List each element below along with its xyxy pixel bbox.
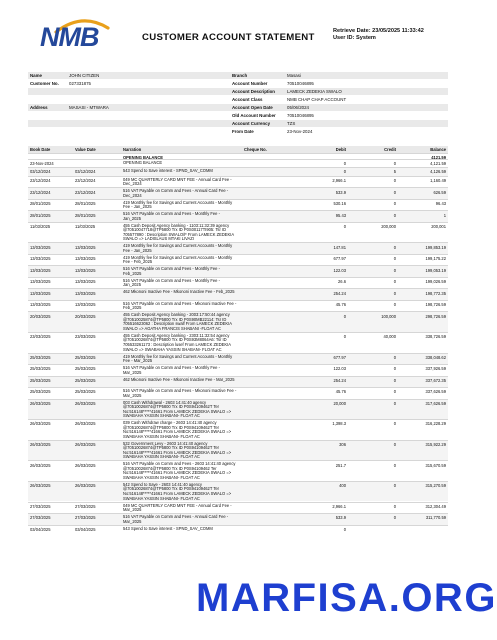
account-number-value: 70510046895 bbox=[287, 81, 314, 86]
user-id: User ID: System bbox=[333, 35, 376, 41]
value-date-cell: 03/04/2025 bbox=[75, 526, 96, 532]
balance-cell: 200,001 bbox=[431, 224, 446, 230]
debit-cell: 254.24 bbox=[333, 377, 346, 383]
debit-cell: 0 bbox=[343, 334, 346, 340]
book-date-cell: 13/03/2025 bbox=[30, 302, 51, 308]
credit-cell: 5 bbox=[393, 169, 396, 175]
debit-cell: 0 bbox=[343, 169, 346, 175]
narration-cell: 516 VAT Payable on Comm and Fees - Annual Card Fee - Dec_2024 bbox=[123, 188, 229, 198]
account-number-label: Account Number bbox=[232, 81, 268, 86]
balance-cell: 4,121.59 bbox=[430, 160, 446, 166]
debit-cell: 533.9 bbox=[335, 189, 346, 195]
balance-cell: 198,726.59 bbox=[425, 302, 446, 308]
table-row bbox=[28, 364, 448, 376]
debit-cell: 95.43 bbox=[335, 212, 346, 218]
balance-cell: 1,160.49 bbox=[430, 178, 446, 184]
table-row bbox=[28, 525, 448, 534]
table-row bbox=[28, 399, 448, 420]
credit-cell: 0 bbox=[393, 244, 396, 250]
table-row bbox=[28, 265, 448, 277]
info-row bbox=[28, 112, 448, 119]
table-row bbox=[28, 167, 448, 176]
credit-cell: 0 bbox=[393, 279, 396, 285]
narration-cell: 516 VAT Payable on Comm and Fees - Mkononi Inactive Fee - Mar_2025 bbox=[123, 388, 237, 398]
book-date-cell: 27/03/2025 bbox=[30, 515, 51, 521]
account-class-label: Account Class bbox=[232, 97, 263, 102]
book-date-cell: 20/03/2025 bbox=[30, 313, 51, 319]
narration-cell: 516 VAT Payable on Comm and Fees - Mkononi Inactive Fee - Feb_2025 bbox=[123, 300, 237, 311]
book-date-cell: 13/03/2025 bbox=[30, 244, 51, 250]
book-date-cell: 26/03/2025 bbox=[30, 421, 51, 427]
value-date-cell: 03/12/2024 bbox=[75, 169, 96, 175]
table-row bbox=[28, 242, 448, 254]
value-date-cell: 23/12/2024 bbox=[75, 189, 96, 195]
debit-cell: 677.97 bbox=[333, 354, 346, 360]
narration-cell: 455 Cash Deposit Agency banking - 2003:17:50:44 agency @70510025874@TP5800 Trx ID P0S90MB22114: Tsr ID 705516623062 : Description swalf From LAMECK ZEDEKIA SWALO => AGATHA FRANCIS SHABANI -FLOAT AC bbox=[123, 312, 232, 331]
table-row bbox=[28, 481, 448, 502]
book-date-cell: 28/01/2025 bbox=[30, 212, 51, 218]
narration-cell: 455 Cash Deposit Agency banking - 1103:11:32:39 agency @70510047718@TP5800 Trx ID P0S00117TI905: Tsr ID 705577890 : Description SWALO/F From LAMECK ZEDEKIA SWALO => LADISLAUS MTAKI LIVAZI bbox=[123, 222, 234, 242]
balance-cell: 96.43 bbox=[435, 201, 446, 207]
balance-cell: 337,926.59 bbox=[425, 366, 446, 372]
statement-header bbox=[0, 0, 461, 74]
retrieval-meta bbox=[333, 28, 424, 42]
header-credit: Credit bbox=[384, 147, 396, 153]
debit-cell: 45.76 bbox=[335, 302, 346, 308]
credit-cell: 0 bbox=[393, 377, 396, 383]
table-row bbox=[28, 210, 448, 222]
table-row bbox=[28, 222, 448, 243]
narration-cell: 516 VAT Payable on Comm and Fees - 2603 14:41:40 agency @70510026874@TP5800 Trx ID P0S94109462 Ter No:516148*****41661 From LAMECK ZEDEKIA SWALO => SWABAHA YASSIN SHABANI- FLOAT AC bbox=[123, 461, 236, 480]
credit-cell: 0 bbox=[393, 201, 396, 207]
narration-cell: 516 VAT Payable on Comm and Fees - Monthly Fee - Feb_2025 bbox=[123, 266, 220, 276]
book-date-cell: 13/03/2025 bbox=[30, 267, 51, 273]
narration-cell: 516 VAT Payable on Comm and Fees - Monthly Fee - Jan_2025 bbox=[123, 277, 220, 288]
debit-cell: 20,000 bbox=[333, 400, 346, 406]
account-open-date-label: Account Open Date bbox=[232, 105, 273, 110]
narration-cell: 049 MC QUARTERLY CARD MNT FEE - Annual Card Fee - Mar_2025 bbox=[123, 502, 232, 513]
credit-cell: 0 bbox=[393, 178, 396, 184]
balance-cell: 199,026.59 bbox=[425, 279, 446, 285]
header-value-date: Value Date bbox=[75, 147, 96, 153]
credit-cell: 0 bbox=[393, 354, 396, 360]
header-book-date: Book Date bbox=[30, 147, 51, 153]
credit-cell: 0 bbox=[393, 462, 396, 468]
debit-cell: 400 bbox=[339, 483, 346, 489]
narration-cell: 419 Monthly fee for Savings and Current Accounts - Monthly Fee - Feb_2025 bbox=[123, 254, 233, 265]
header-narration: Narration bbox=[123, 147, 142, 153]
book-date-cell: 11/03/2025 bbox=[30, 224, 51, 230]
balance-cell: 1 bbox=[443, 212, 446, 218]
value-date-cell: 13/03/2025 bbox=[75, 267, 96, 273]
value-date-cell: 13/03/2025 bbox=[75, 244, 96, 250]
table-row bbox=[28, 332, 448, 353]
credit-cell: 0 bbox=[393, 256, 396, 262]
info-row bbox=[28, 104, 448, 111]
narration-cell: 419 Monthly fee for Savings and Current Accounts - Monthly Fee - Mar_2025 bbox=[123, 353, 233, 364]
value-date-cell: 26/03/2025 bbox=[75, 442, 96, 448]
credit-cell: 0 bbox=[393, 366, 396, 372]
table-row bbox=[28, 311, 448, 332]
narration-cell: 516 VAT Payable on Comm and Fees - Monthly Fee - Mar_2025 bbox=[123, 365, 220, 375]
debit-cell: 530.16 bbox=[333, 201, 346, 207]
narration-cell: 462 Mkononi Inactive Fee - Mkononi Inactive Fee - Mar_2025 bbox=[123, 376, 235, 382]
nmb-logo bbox=[40, 18, 110, 60]
value-date-cell: 28/01/2025 bbox=[75, 212, 96, 218]
credit-cell: 0 bbox=[393, 267, 396, 273]
book-date-cell: 23/12/2024 bbox=[30, 189, 51, 195]
book-date-cell: 23/03/2025 bbox=[30, 334, 51, 340]
branch-label: Branch bbox=[232, 73, 248, 78]
value-date-cell: 27/03/2025 bbox=[75, 515, 96, 521]
credit-cell: 0 bbox=[393, 302, 396, 308]
table-row bbox=[28, 176, 448, 188]
value-date-cell: 11/03/2025 bbox=[75, 224, 96, 230]
address-value: MASASI - MTWARA bbox=[69, 105, 109, 110]
from-date-value: 23-Nov-2024 bbox=[287, 129, 313, 134]
old-account-number-label: Old Account Number bbox=[232, 113, 276, 118]
table-row bbox=[28, 387, 448, 399]
balance-cell: 199,053.19 bbox=[425, 267, 446, 273]
book-date-cell: 27/03/2025 bbox=[30, 503, 51, 509]
credit-cell: 0 bbox=[393, 515, 396, 521]
balance-cell: 337,626.59 bbox=[425, 389, 446, 395]
table-row bbox=[28, 254, 448, 266]
credit-cell: 0 bbox=[393, 483, 396, 489]
value-date-cell: 13/03/2025 bbox=[75, 279, 96, 285]
book-date-cell: 26/03/2025 bbox=[30, 400, 51, 406]
debit-cell: 0 bbox=[343, 224, 346, 230]
table-row bbox=[28, 187, 448, 199]
balance-cell: 315,670.59 bbox=[425, 462, 446, 468]
debit-cell: 0 bbox=[343, 160, 346, 166]
balance-cell: 4,126.59 bbox=[430, 169, 446, 175]
debit-cell: 122.03 bbox=[333, 267, 346, 273]
table-row bbox=[28, 513, 448, 525]
book-date-cell: 25/03/2025 bbox=[30, 366, 51, 372]
book-date-cell: 23-Nov-2024 bbox=[30, 160, 54, 166]
book-date-cell: 13/03/2025 bbox=[30, 256, 51, 262]
book-date-cell: 03/12/2024 bbox=[30, 169, 51, 175]
book-date-cell: 13/03/2025 bbox=[30, 290, 51, 296]
account-currency-value: TZS bbox=[287, 121, 296, 126]
info-row bbox=[28, 120, 448, 127]
table-row bbox=[28, 288, 448, 300]
narration-cell: 419 Monthly fee for Savings and Current Accounts - Monthly Fee - Jan_2025 bbox=[123, 199, 233, 210]
info-row bbox=[28, 88, 448, 95]
account-open-date-value: 05/06/2024 bbox=[287, 105, 309, 110]
book-date-cell: 26/03/2025 bbox=[30, 442, 51, 448]
header-debit: Debit bbox=[335, 147, 346, 153]
header-cheque-no: Cheque No. bbox=[244, 147, 267, 153]
narration-cell: 419 Monthly fee for Savings and Current Accounts - Monthly Fee - Jan_2025 bbox=[123, 243, 233, 253]
book-date-cell: 25/03/2025 bbox=[30, 389, 51, 395]
value-date-cell: 23/03/2025 bbox=[75, 334, 96, 340]
value-date-cell: 25/03/2025 bbox=[75, 354, 96, 360]
credit-cell: 0 bbox=[393, 400, 396, 406]
value-date-cell: 26/03/2025 bbox=[75, 400, 96, 406]
debit-cell: 306 bbox=[339, 442, 346, 448]
balance-cell: 338,726.59 bbox=[425, 334, 446, 340]
narration-cell: 455 Cash Deposit Agency banking - 2303:11:32:54 agency @70510026874@TP5800 Trx ID P0S93M8064A6: Tsr ID 705533261173 : Description lusef From LAMECK ZEDEKIA SWALO => SWABAHA YASSIN SHABANI- FLOAT AC bbox=[123, 332, 231, 352]
credit-cell: 0 bbox=[393, 421, 396, 427]
credit-cell: 0 bbox=[393, 389, 396, 395]
credit-cell: 0 bbox=[393, 503, 396, 509]
table-row bbox=[28, 502, 448, 514]
book-date-cell: 28/01/2025 bbox=[30, 201, 51, 207]
table-row bbox=[28, 300, 448, 312]
credit-cell: 0 bbox=[393, 442, 396, 448]
debit-cell: 0 bbox=[343, 313, 346, 319]
debit-cell: 533.9 bbox=[335, 515, 346, 521]
value-date-cell: 28/01/2025 bbox=[75, 201, 96, 207]
customer-no-value: 027331875 bbox=[69, 81, 91, 86]
credit-cell: 100,000 bbox=[381, 313, 396, 319]
debit-cell: 2,966.1 bbox=[332, 178, 346, 184]
old-account-number-value: 70510046895 bbox=[287, 113, 314, 118]
value-date-cell: 13/03/2025 bbox=[75, 302, 96, 308]
value-date-cell: 26/03/2025 bbox=[75, 421, 96, 427]
value-date-cell: 23/12/2024 bbox=[75, 178, 96, 184]
narration-cell: 532 Government Levy - 2603 14:41:40 agency @70510026874@TP5800 Trx ID P0S94109462T Ter No:516148*****41661 From LAMECK ZEDEKIA SWALO => SWABAHA YASSIN SHABANI- FLOAT AC bbox=[123, 440, 232, 460]
narration-cell: 543 Spend to Save interest - SPND_SAV_COMM bbox=[123, 525, 213, 531]
book-date-cell: 13/03/2025 bbox=[30, 279, 51, 285]
watermark: MARFISA.ORG bbox=[196, 576, 497, 620]
table-row bbox=[28, 159, 448, 168]
account-class-value: NMB CHAP CHAP ACCOUNT bbox=[287, 97, 347, 102]
narration-cell: 516 VAT Payable on Comm and Fees - Annual Card Fee - Mar_2025 bbox=[123, 514, 229, 524]
narration-cell: 039 Cash Withdraw charge - 2603 14:41:40 agency @70510026874@TP5800 Trx ID P0S94109462T Ter No:516148*****41661 From LAMECK ZEDEKIA SWALO => SWABAHA YASSIN SHABANI- FLOAT AC bbox=[123, 420, 232, 439]
table-row bbox=[28, 440, 448, 461]
debit-cell: 147.81 bbox=[333, 244, 346, 250]
narration-cell: 542 Spend to Save - 2603 14:41:40 agency @70510026874@TP5800 Trx ID P0S94109462T Ter No:516148*****41661 From LAMECK ZEDEKIA SWALO => SWABAHA YASSIN SHABANI- FLOAT AC bbox=[123, 481, 232, 501]
value-date-cell: 13/03/2025 bbox=[75, 290, 96, 296]
balance-cell: 312,304.49 bbox=[425, 503, 446, 509]
account-currency-label: Account Currency bbox=[232, 121, 271, 126]
debit-cell: 254.24 bbox=[333, 290, 346, 296]
table-header bbox=[28, 146, 448, 153]
retrieve-date: Retrieve Date: 23/05/2025 11:33:42 bbox=[333, 28, 424, 34]
debit-cell: 677.97 bbox=[333, 256, 346, 262]
value-date-cell: 26/03/2025 bbox=[75, 462, 96, 468]
value-date-cell: 20/03/2025 bbox=[75, 313, 96, 319]
table-row bbox=[28, 353, 448, 365]
table-row bbox=[28, 199, 448, 211]
debit-cell: 2,966.1 bbox=[332, 503, 346, 509]
info-row bbox=[28, 128, 448, 135]
balance-cell: 311,770.59 bbox=[425, 515, 446, 521]
debit-cell: 45.76 bbox=[335, 389, 346, 395]
book-date-cell: 25/03/2025 bbox=[30, 377, 51, 383]
from-date-label: From Date bbox=[232, 129, 254, 134]
debit-cell: 122.03 bbox=[333, 366, 346, 372]
balance-cell: 199,853.19 bbox=[425, 244, 446, 250]
name-label: Name bbox=[30, 73, 42, 78]
balance-cell: 198,772.35 bbox=[425, 290, 446, 296]
header-balance: Balance bbox=[430, 147, 446, 153]
value-date-cell: 25/03/2025 bbox=[75, 366, 96, 372]
opening-balance: 4121.59 bbox=[431, 155, 446, 161]
balance-cell: 199,175.22 bbox=[425, 256, 446, 262]
value-date-cell: 25/03/2025 bbox=[75, 377, 96, 383]
name-value: JOHN CITIZEN bbox=[69, 73, 100, 78]
narration-cell: 516 VAT Payable on Comm and Fees - Monthly Fee - Jan_2025 bbox=[123, 211, 220, 221]
balance-cell: 298,726.59 bbox=[425, 313, 446, 319]
statement-title: CUSTOMER ACCOUNT STATEMENT bbox=[142, 32, 315, 43]
logo-text: NMB bbox=[40, 22, 99, 52]
credit-cell: 0 bbox=[393, 212, 396, 218]
narration-cell: 462 Mkononi Inactive Fee - Mkononi Inactive Fee - Feb_2025 bbox=[123, 289, 235, 295]
book-date-cell: 03/04/2025 bbox=[30, 526, 51, 532]
value-date-cell: 25/03/2025 bbox=[75, 389, 96, 395]
balance-cell: 315,922.29 bbox=[425, 442, 446, 448]
credit-cell: 0 bbox=[393, 290, 396, 296]
opening-narration: OPENING BALANCE bbox=[123, 155, 164, 161]
table-row bbox=[28, 460, 448, 481]
book-date-cell: 23/12/2024 bbox=[30, 178, 51, 184]
table-row bbox=[28, 277, 448, 289]
book-date-cell: 26/03/2025 bbox=[30, 462, 51, 468]
value-date-cell: 27/03/2025 bbox=[75, 503, 96, 509]
address-label: Address bbox=[30, 105, 48, 110]
branch-value: Masasi bbox=[287, 73, 301, 78]
narration-cell: 003 Cash Withdrawal - 2603 14:41:40 agency @70510026874@TP5800 Trx ID P0S94109462T Ter No:516148*****41661 From LAMECK ZEDEKIA SWALO => SWABAHA YASSIN SHABANI- FLOAT AC bbox=[123, 399, 232, 419]
debit-cell: 251.7 bbox=[335, 462, 346, 468]
balance-cell: 316,228.29 bbox=[425, 421, 446, 427]
book-date-cell: 26/03/2025 bbox=[30, 483, 51, 489]
value-date-cell: 26/03/2025 bbox=[75, 483, 96, 489]
credit-cell: 40,000 bbox=[383, 334, 396, 340]
info-row bbox=[28, 96, 448, 103]
balance-cell: 337,672.35 bbox=[425, 377, 446, 383]
credit-cell: 0 bbox=[393, 160, 396, 166]
credit-cell: 0 bbox=[393, 189, 396, 195]
narration-cell: 049 MC QUARTERLY CARD MNT FEE - Annual Card Fee - Dec_2024 bbox=[123, 176, 232, 187]
balance-cell: 317,626.59 bbox=[425, 400, 446, 406]
info-row bbox=[28, 72, 448, 79]
balance-cell: 338,048.62 bbox=[425, 354, 446, 360]
credit-cell: 200,000 bbox=[381, 224, 396, 230]
narration-cell: 543 Spend to Save interest - SPND_SAV_COMM bbox=[123, 168, 213, 174]
balance-cell: 626.59 bbox=[433, 189, 446, 195]
customer-no-label: Customer No. bbox=[30, 81, 59, 86]
debit-cell: 26.6 bbox=[338, 279, 346, 285]
debit-cell: 1,398.3 bbox=[332, 421, 346, 427]
narration-cell: OPENING BALANCE bbox=[123, 159, 163, 165]
account-description-value: LAMECK ZEDEKIA SWALO bbox=[287, 89, 342, 94]
book-date-cell: 25/03/2025 bbox=[30, 354, 51, 360]
account-description-label: Account Description bbox=[232, 89, 275, 94]
balance-cell: 315,270.59 bbox=[425, 483, 446, 489]
value-date-cell: 13/03/2025 bbox=[75, 256, 96, 262]
debit-cell: 0 bbox=[343, 526, 346, 532]
table-row bbox=[28, 419, 448, 440]
table-row bbox=[28, 376, 448, 388]
info-row bbox=[28, 80, 448, 87]
